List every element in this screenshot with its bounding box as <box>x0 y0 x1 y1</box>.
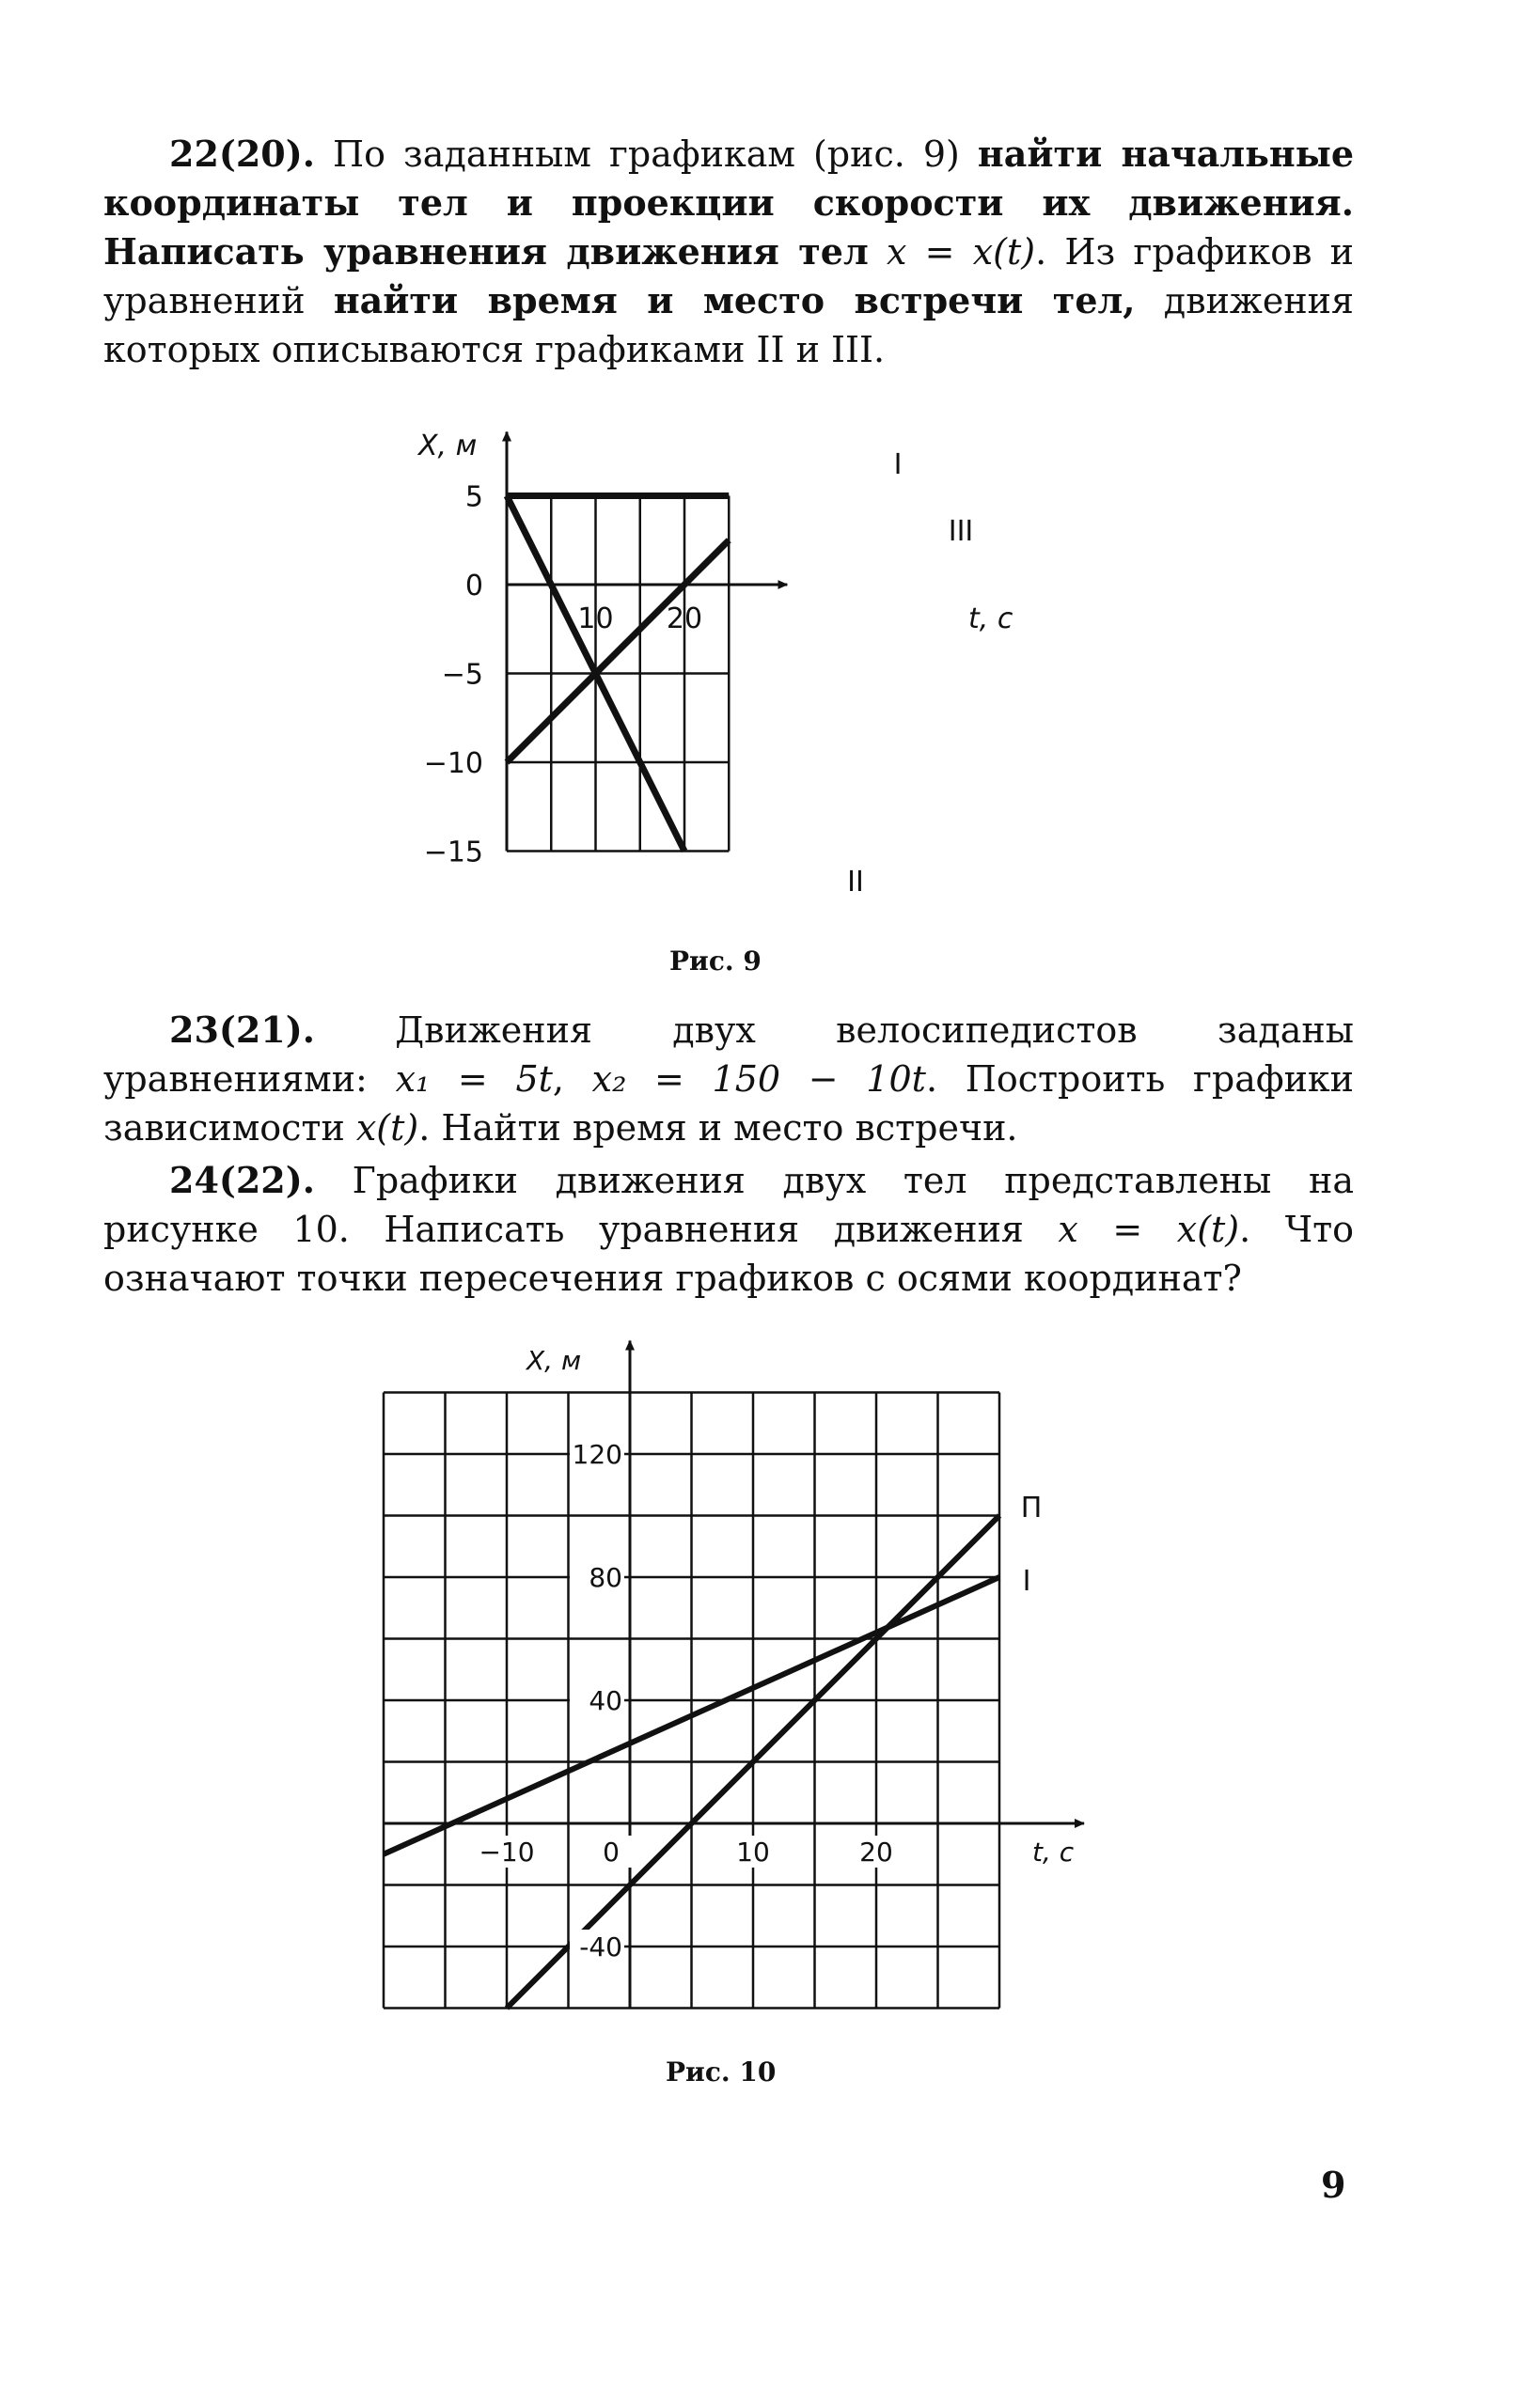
problem-24-equation: x = x(t) <box>1058 1209 1240 1250</box>
problem-22-number: 22(20). <box>169 133 315 175</box>
problem-22-s4: . Из графиков и уравнений <box>103 231 1355 321</box>
y-tick-label: −5 <box>441 658 483 692</box>
series-label-I: I <box>1022 1565 1031 1598</box>
series-label-II: II <box>847 866 864 899</box>
problem-23-s4: . Найти время и место встречи. <box>418 1107 1018 1149</box>
x-tick-label: −10 <box>479 1837 535 1868</box>
x-tick-label: 10 <box>577 602 614 635</box>
series-label-I: I <box>893 448 903 481</box>
y-tick-label: 80 <box>589 1562 622 1593</box>
problem-23-s1: Движения двух велосипедистов заданы уравнениями: <box>103 1009 1354 1100</box>
x-tick-label: 0 <box>603 1837 620 1868</box>
problem-22-bold1: найти начальные координаты тел и проекции скорости их движения. <box>103 133 1354 224</box>
problem-23-eq1: x₁ = 5t <box>395 1058 553 1100</box>
y-tick-label: 120 <box>572 1439 622 1470</box>
y-axis-label: X, м <box>526 1345 582 1376</box>
problem-22-s5: движения которых описываются графиками II и III. <box>103 280 1354 370</box>
problem-22-bold3: найти время и место встречи тел, <box>333 279 1136 321</box>
page-number: 9 <box>1321 2164 1346 2206</box>
figure-10-caption: Рис. 10 <box>666 2056 777 2087</box>
series-label-III: III <box>948 515 974 548</box>
y-tick-label: -40 <box>579 1931 622 1962</box>
x-tick-label: 10 <box>736 1837 770 1868</box>
x-axis-label: t, с <box>968 602 1013 635</box>
problem-23-eq3: x(t) <box>355 1107 419 1149</box>
x-tick-label: 20 <box>859 1837 893 1868</box>
problem-23-number: 23(21). <box>169 1009 315 1051</box>
problem-24-s1: Графики движения двух тел представлены на рисунке 10. Написать уравнения движения <box>103 1160 1354 1250</box>
problem-22-s1: По заданным графикам (рис. 9) <box>314 133 978 175</box>
problem-24-number: 24(22). <box>169 1159 315 1201</box>
problem-23-s2: , <box>552 1058 592 1100</box>
problem-22-bold2: Написать уравнения движения тел <box>103 230 869 273</box>
problem-23-s3: . Построить графики зависимости <box>103 1058 1354 1149</box>
figure-9-caption: Рис. 9 <box>669 946 762 977</box>
problem-22-equation: x = x(t) <box>887 231 1036 273</box>
y-tick-label: −15 <box>423 836 483 869</box>
problem-23-eq2: x₂ = 150 − 10t <box>591 1058 926 1100</box>
y-axis-label: X, м <box>418 430 478 462</box>
y-tick-label: −10 <box>423 747 483 780</box>
y-tick-label: 40 <box>589 1685 622 1716</box>
series-label-П: П <box>1020 1492 1043 1525</box>
x-axis-label: t, с <box>1032 1837 1075 1868</box>
y-tick-label: 0 <box>464 570 483 602</box>
x-tick-label: 20 <box>666 602 703 635</box>
problem-24-s2: . Что означают точки пересечения графиков с осями координат? <box>103 1209 1354 1299</box>
y-tick-label: 5 <box>464 480 483 514</box>
